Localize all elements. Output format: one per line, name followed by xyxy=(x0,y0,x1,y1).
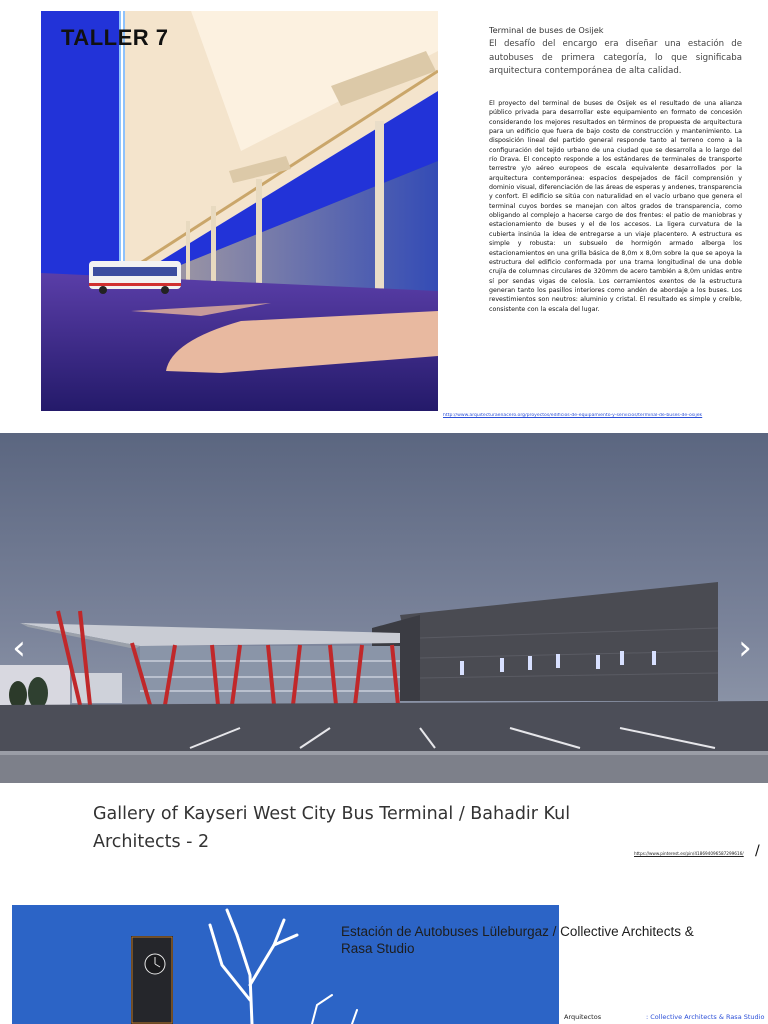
article-body: El proyecto del terminal de buses de Osijek es el resultado de una alianza público privada para desarrollar este equipamiento en formato de concesión considerando los mejores resultados en términos de propuesta de arquitectura para un edificio que fuera de bajo costo de construcción y mantenimiento. La disposición lineal del partido general responde tanto al terreno como a la configuración del tejido urbano de una ciudad que se desarrolla a lo largo del río Drava. El concepto responde a los estándares de terminales de transporte terrestre y/o aéreo europeos de escala equivalente desarrollados por la arquitectura contemporánea: espacios despejados de fácil comprensión y dominio visual, diferenciación de las áreas de esperas y andenes, transparencia y confort. El edificio se sitúa con naturalidad en el vacío urbano que genera el terminal cuyos bordes se manejan con altos grados de transparencia, como obligando al complejo a hacerse cargo de dos frentes: el patio de maniobras y estacionamiento de buses y el de los accesos. La ligera curvatura de la cubierta insinúa la idea de entregarse a un viaje placentero. A estructura es simple y robusta: un subsuelo de hormigón armado alberga los estacionamientos en una grilla básica de 8,0m x 8,0m sobre la que se apoya la estructura del edificio conformada por una trama longitudinal de una doble crujía de columnas circulares de 320mm de acero también a 8,0m unidas entre sí por sendas vigas de celosía. Los cerramientos exentos de la estructura generan tanto los pasillos interiores como andén de abordaje a los buses. Los revestimientos son neutros: aluminio y cristal. El resultado es simple y creíble, consistente con la escala del lugar. xyxy=(489,100,742,313)
luleburgaz-title: Estación de Autobuses Lüleburgaz / Collective Architects & Rasa Studio xyxy=(341,924,694,956)
architects-label: Arquitectos xyxy=(564,1013,602,1021)
photo-overlay-title: TALLER 7 xyxy=(61,25,169,50)
trailing-slash: / xyxy=(755,843,760,859)
osijek-terminal-photo xyxy=(41,11,438,411)
article-heading: Terminal de buses de Osijek xyxy=(489,25,604,35)
gallery-title: Gallery of Kayseri West City Bus Terminal / Bahadir Kul Architects - 2 xyxy=(93,804,571,852)
source-link-osijek[interactable]: http://www.arquitecturaenacero.org/proyectos/edificios-de-equipamiento-y-servicios/terminal-de-buses-de-osijek xyxy=(443,413,703,418)
osijek-intro-block xyxy=(489,25,742,79)
article-intro: El desafío del encargo era diseñar una estación de autobuses de primera categoría, lo que significaba arquitectura contemporánea de alta calidad. xyxy=(489,39,742,76)
source-link-pinterest[interactable]: https://www.pinterest.es/pin/418694096587299616/ xyxy=(634,851,744,856)
architects-value-link[interactable]: : Collective Architects & Rasa Studio xyxy=(646,1013,765,1021)
kayseri-terminal-illustration xyxy=(0,433,768,783)
gallery-prev-arrow[interactable]: ‹ xyxy=(12,628,26,668)
kayseri-terminal-photo xyxy=(0,433,768,783)
osijek-terminal-illustration xyxy=(41,11,438,411)
gallery-next-arrow[interactable]: › xyxy=(738,628,752,668)
